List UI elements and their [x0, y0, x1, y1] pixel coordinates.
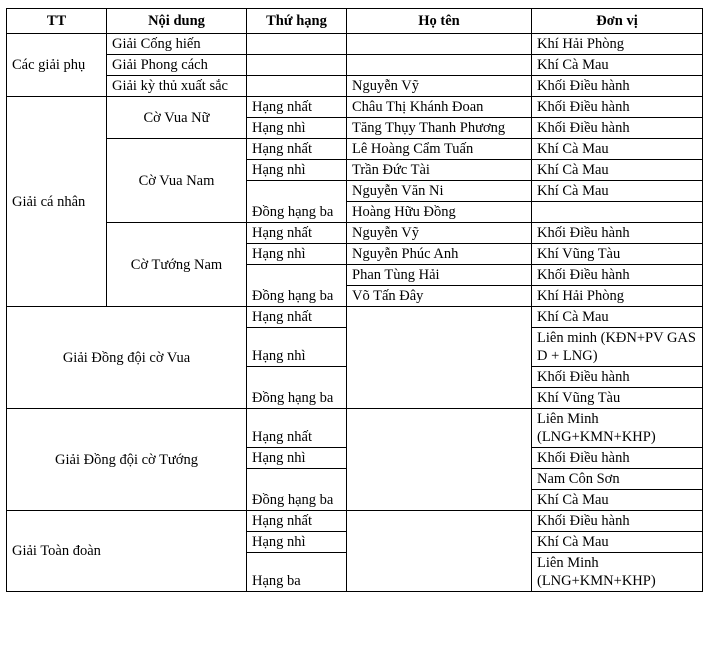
unit-cell: Khối Điều hành: [532, 367, 703, 388]
table-row: [7, 34, 703, 55]
unit-cell: Khí Cà Mau: [532, 532, 703, 553]
rank-cell: Hạng nhì: [247, 160, 347, 181]
subgroup-label: Cờ Vua Nam: [107, 139, 247, 223]
content-cell: Giải kỳ thủ xuất sắc: [107, 76, 247, 97]
rank-cell: Hạng nhất: [247, 97, 347, 118]
subgroup-label: Cờ Vua Nữ: [107, 97, 247, 139]
unit-cell: Khối Điều hành: [532, 97, 703, 118]
unit-cell: Khí Cà Mau: [532, 139, 703, 160]
name-cell: [347, 34, 532, 55]
unit-cell: Khối Điều hành: [532, 76, 703, 97]
unit-cell: Khí Cà Mau: [532, 490, 703, 511]
unit-cell: Khí Vũng Tàu: [532, 244, 703, 265]
awards-table: [6, 8, 703, 592]
rank-cell: Hạng nhì: [247, 532, 347, 553]
rank-cell: Đồng hạng ba: [247, 265, 347, 307]
unit-cell: Khí Vũng Tàu: [532, 388, 703, 409]
group-label: Giải cá nhân: [7, 97, 107, 307]
rank-cell: Hạng nhất: [247, 139, 347, 160]
table-row: [7, 97, 703, 118]
unit-cell: Khí Cà Mau: [532, 160, 703, 181]
rank-cell: Đồng hạng ba: [247, 181, 347, 223]
table-row: [7, 511, 703, 532]
table-row: [7, 76, 703, 97]
name-cell: [347, 409, 532, 511]
unit-cell: Khí Hải Phòng: [532, 34, 703, 55]
unit-cell: Khối Điều hành: [532, 118, 703, 139]
rank-cell: Hạng nhất: [247, 511, 347, 532]
header-tt: TT: [7, 9, 107, 34]
group-label: Các giải phụ: [7, 34, 107, 97]
unit-cell: [532, 202, 703, 223]
name-cell: [347, 55, 532, 76]
name-cell: Châu Thị Khánh Đoan: [347, 97, 532, 118]
name-cell: Nguyễn Văn Ni: [347, 181, 532, 202]
rank-cell: Hạng nhất: [247, 307, 347, 328]
name-cell: Lê Hoàng Cẩm Tuấn: [347, 139, 532, 160]
unit-cell: Khối Điều hành: [532, 448, 703, 469]
table-row: [7, 307, 703, 328]
rank-cell: [247, 76, 347, 97]
name-cell: Tăng Thụy Thanh Phương: [347, 118, 532, 139]
table-row: [7, 409, 703, 448]
unit-cell: Khối Điều hành: [532, 265, 703, 286]
content-cell: Giải Cống hiến: [107, 34, 247, 55]
unit-cell: Khối Điều hành: [532, 511, 703, 532]
table-row: [7, 55, 703, 76]
header-name: Họ tên: [347, 9, 532, 34]
unit-cell: Khí Cà Mau: [532, 55, 703, 76]
unit-cell: Liên minh (KĐN+PV GAS D + LNG): [532, 328, 703, 367]
unit-cell: Khí Cà Mau: [532, 307, 703, 328]
name-cell: Nguyễn Phúc Anh: [347, 244, 532, 265]
name-cell: Phan Tùng Hải: [347, 265, 532, 286]
rank-cell: Hạng ba: [247, 553, 347, 592]
rank-cell: Đồng hạng ba: [247, 469, 347, 511]
header-content: Nội dung: [107, 9, 247, 34]
header-row: [7, 9, 703, 34]
name-cell: Võ Tấn Đây: [347, 286, 532, 307]
subgroup-label: Cờ Tướng Nam: [107, 223, 247, 307]
table-row: [7, 139, 703, 160]
content-cell: Giải Phong cách: [107, 55, 247, 76]
header-rank: Thứ hạng: [247, 9, 347, 34]
name-cell: Hoàng Hữu Đồng: [347, 202, 532, 223]
rank-cell: Hạng nhì: [247, 118, 347, 139]
unit-cell: Liên Minh (LNG+KMN+KHP): [532, 553, 703, 592]
rank-cell: Hạng nhất: [247, 409, 347, 448]
name-cell: Nguyễn Vỹ: [347, 223, 532, 244]
name-cell: [347, 307, 532, 409]
name-cell: Trần Đức Tài: [347, 160, 532, 181]
rank-cell: [247, 34, 347, 55]
rank-cell: Hạng nhất: [247, 223, 347, 244]
unit-cell: Khí Cà Mau: [532, 181, 703, 202]
unit-cell: Khí Hải Phòng: [532, 286, 703, 307]
header-unit: Đơn vị: [532, 9, 703, 34]
group-label: Giải Đồng đội cờ Vua: [7, 307, 247, 409]
unit-cell: Khối Điều hành: [532, 223, 703, 244]
rank-cell: Hạng nhì: [247, 244, 347, 265]
name-cell: Nguyễn Vỹ: [347, 76, 532, 97]
group-label: Giải Toàn đoàn: [7, 511, 247, 592]
table-row: [7, 223, 703, 244]
rank-cell: Hạng nhì: [247, 328, 347, 367]
name-cell: [347, 511, 532, 592]
group-label: Giải Đồng đội cờ Tướng: [7, 409, 247, 511]
rank-cell: Đồng hạng ba: [247, 367, 347, 409]
rank-cell: Hạng nhì: [247, 448, 347, 469]
rank-cell: [247, 55, 347, 76]
unit-cell: Liên Minh (LNG+KMN+KHP): [532, 409, 703, 448]
unit-cell: Nam Côn Sơn: [532, 469, 703, 490]
